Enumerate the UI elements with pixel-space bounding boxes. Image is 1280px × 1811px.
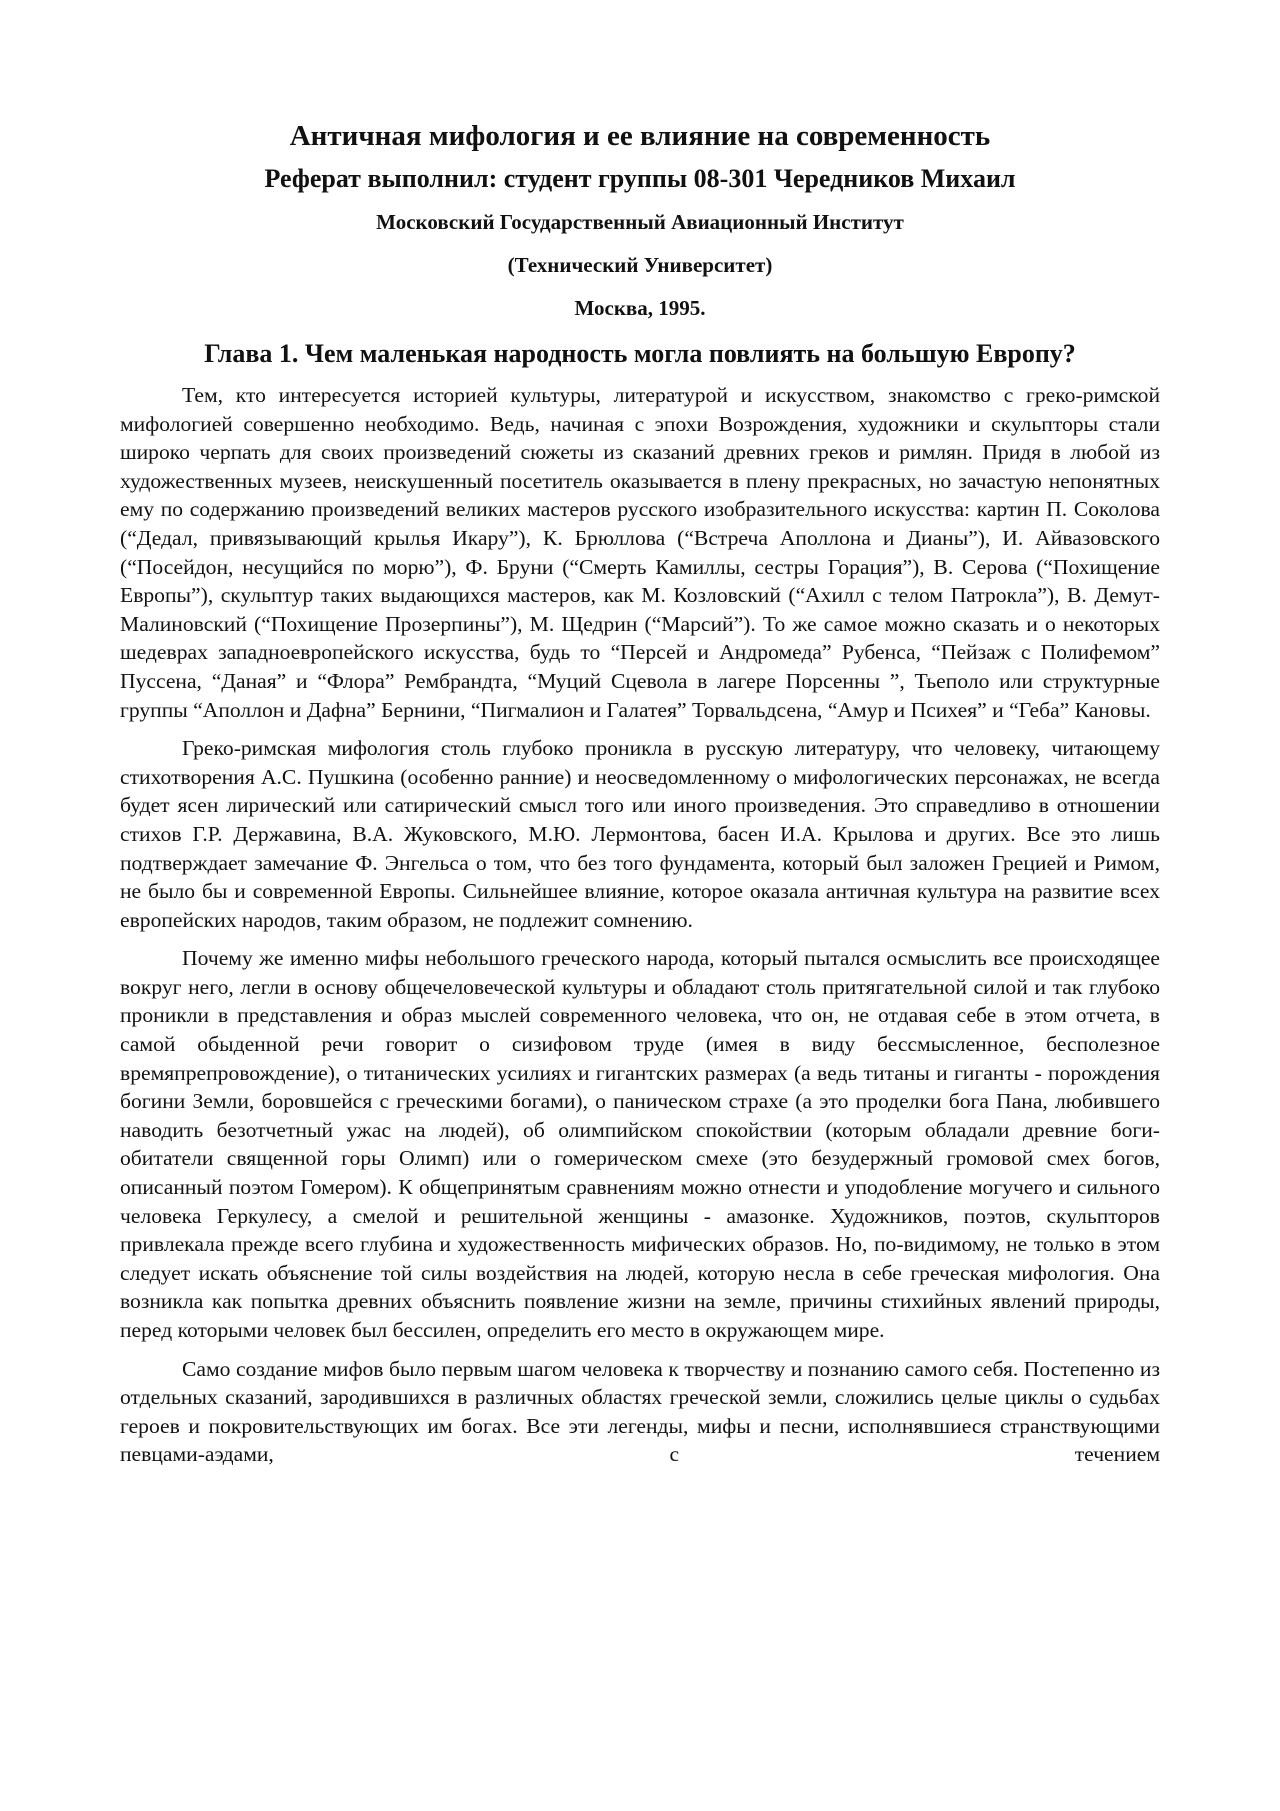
document-page: [120, 118, 1160, 1479]
document-title: Античная мифология и ее влияние на современность: [289, 120, 991, 152]
institute-name: Московский Государственный Авиационный Институт: [376, 210, 904, 234]
institute-subtitle: (Технический Университет): [507, 253, 773, 277]
paragraph: Греко-римская мифология столь глубоко проникла в русскую литературу, что человеку, читающему стихотворения А.С. Пушкина (особенно ранние) и неосведомленному о мифологических персонажах, не всегда будет ясен лирический или сатирический смысл того или иного произведения. Это справедливо в отношении стихов Г.Р. Державина, В.А. Жуковского, М.Ю. Лермонтова, басен И.А. Крылова и других. Все это лишь подтверждает замечание Ф. Энгельса о том, что без того фундамента, который был заложен Грецией и Римом, не было бы и современной Европы. Сильнейшее влияние, которое оказала античная культура на развитие всех европейских народов, таким образом, не подлежит сомнению.: [120, 736, 1160, 932]
paragraph: Почему же именно мифы небольшого греческого народа, который пытался осмыслить все происходящее вокруг него, легли в основу общечеловеческой культуры и обладают столь притягательной силой и так глубоко проникли в представления и образ мыслей современного человека, что он, не отдавая себе в этом отчета, в самой обыденной речи говорит о сизифовом труде (имея в виду бессмысленное, бесполезное времяпрепровождение), о титанических усилиях и гигантских размерах (а ведь титаны и гиганты - порождения богини Земли, боровшейся с греческими богами), о паническом страхе (а это проделки бога Пана, любившего наводить безотчетный ужас на людей), об олимпийском спокойствии (которым обладали древние боги-обитатели священной горы Олимп) или о гомерическом смехе (это безудержный громовой смех богов, описанный поэтом Гомером). К общепринятым сравнениям можно отнести и уподобление могучего и сильного человека Геркулесу, а смелой и решительной женщины - амазонке. Художников, поэтов, скульпторов привлекала прежде всего глубина и художественность мифических образов. Но, по-видимому, не только в этом следует искать объяснение той силы воздействия на людей, которую несла в себе греческая мифология. Она возникла как попытка древних объяснить появление жизни на земле, причины стихийных явлений природы, перед которыми человек был бессилен, определить его место в окружающем мире.: [120, 946, 1160, 1342]
paragraph: Само создание мифов было первым шагом человека к творчеству и познанию самого себя. Постепенно из отдельных сказаний, зародившихся в различных областях греческой земли, сложились целые циклы о судьбах героев и покровительствующих им богах. Все эти легенды, мифы и песни, исполнявшиеся странствующими певцами-аэдами, с течением: [120, 1356, 1160, 1467]
paragraph: Тем, кто интересуется историей культуры, литературой и искусством, знакомство с греко-римской мифологией совершенно необходимо. Ведь, начиная с эпохи Возрождения, художники и скульпторы стали широко черпать для своих произведений сюжеты из сказаний древних греков и римлян. Придя в любой из художественных музеев, неискушенный посетитель оказывается в плену прекрасных, но зачастую непонятных ему по содержанию произведений великих мастеров русского изобразительного искусства: картин П. Соколова (“Дедал, привязывающий крылья Икару”), К. Брюллова (“Встреча Аполлона и Дианы”), И. Айвазовского (“Посейдон, несущийся по морю”), Ф. Бруни (“Смерть Камиллы, сестры Горация”), В. Серова (“Похищение Европы”), скульптур таких выдающихся мастеров, как М. Козловский (“Ахилл с телом Патрокла”), В. Демут-Малиновский (“Похищение Прозерпины”), М. Щедрин (“Марсий”). То же самое можно сказать и о некоторых шедеврах западноевропейского искусства, будь то “Персей и Андромеда” Рубенса, “Пейзаж с Полифемом” Пуссена, “Даная” и “Флора” Рембрандта, “Муций Сцевола в лагере Порсенны ”, Тьеполо или структурные группы “Аполлон и Дафна” Бернини, “Пигмалион и Галатея” Торвальдсена, “Амур и Психея” и “Геба” Кановы.: [120, 383, 1160, 722]
author-line: Реферат выполнил: студент группы 08-301 Чередников Михаил: [264, 164, 1016, 193]
place-and-year: Москва, 1995.: [574, 296, 706, 320]
chapter-title: Глава 1. Чем маленькая народность могла повлиять на большую Европу?: [204, 339, 1076, 368]
